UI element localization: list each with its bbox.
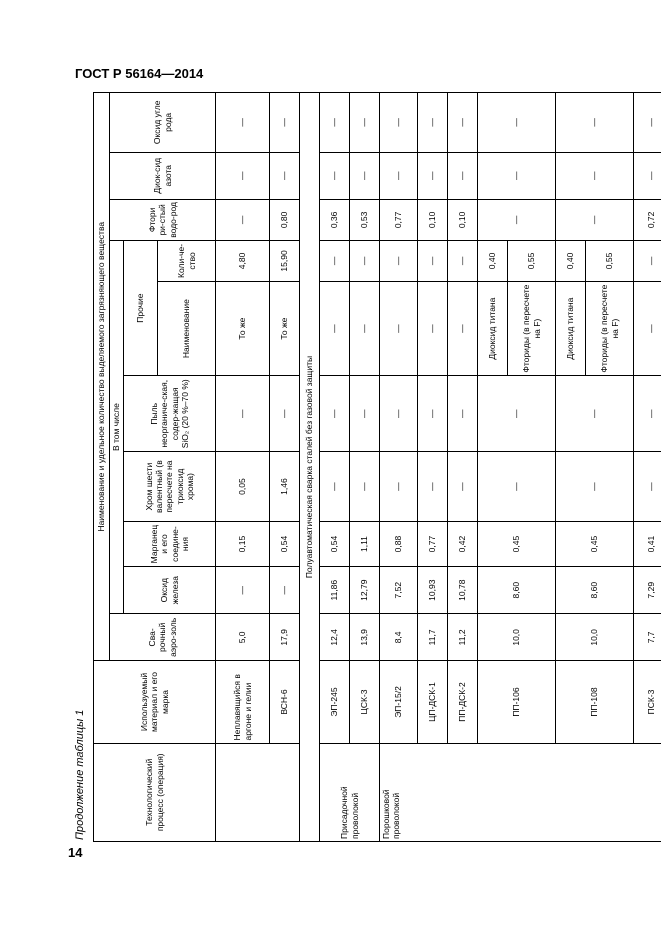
col-header-material: Используемый материал и его марка <box>94 661 216 743</box>
col-header-no2: Диок-сид азота <box>110 152 216 199</box>
col-header-aerosol: Сва-рочный аэро-золь <box>110 614 216 661</box>
dust-cell: — <box>350 376 380 452</box>
other-name-cell: Диоксид титана <box>478 281 508 375</box>
col-header-co: Оксид угле рода <box>110 93 216 153</box>
aerosol-cell: 5,0 <box>216 614 270 661</box>
col-header-chromium: Хром шести валентный (в пересчете на триоксид хрома) <box>124 452 216 522</box>
col-header-including: В том числе <box>110 240 124 613</box>
hf-cell: — <box>556 199 634 240</box>
co-cell: — <box>556 93 634 153</box>
aerosol-cell: 10,0 <box>556 614 634 661</box>
iron-cell: 12,79 <box>350 567 380 614</box>
co-cell: — <box>478 93 556 153</box>
aerosol-cell: 10,0 <box>478 614 556 661</box>
other-name-cell: — <box>418 281 448 375</box>
no2-cell: — <box>478 152 556 199</box>
mn-cell: 0,42 <box>448 521 478 566</box>
cr-cell: — <box>478 452 556 522</box>
other-name-cell: — <box>350 281 380 375</box>
other-name-cell: То же <box>216 281 270 375</box>
cr-cell: — <box>448 452 478 522</box>
hf-cell: 0,36 <box>320 199 350 240</box>
no2-cell: — <box>270 152 300 199</box>
process-cell <box>216 743 300 841</box>
other-qty-cell: 0,55 <box>508 240 556 281</box>
co-cell: — <box>270 93 300 153</box>
aerosol-cell: 7,7 <box>634 614 661 661</box>
iron-cell: 8,60 <box>556 567 634 614</box>
mn-cell: 1,11 <box>350 521 380 566</box>
co-cell: — <box>380 93 418 153</box>
dust-cell: — <box>556 376 634 452</box>
col-header-iron: Оксид железа <box>124 567 216 614</box>
col-header-dust: Пыль неорганиче-ская, содер-жащая SiO₂ (20 %–70 %) <box>124 376 216 452</box>
material-cell: ПСК-3 <box>634 661 661 743</box>
hf-cell: 0,10 <box>418 199 448 240</box>
hf-cell: 0,80 <box>270 199 300 240</box>
aerosol-cell: 17,9 <box>270 614 300 661</box>
col-header-group: Наименование и удельное количество выделяемого загрязняющего вещества <box>94 93 110 661</box>
mn-cell: 0,88 <box>380 521 418 566</box>
table-row <box>380 93 418 842</box>
dust-cell: — <box>418 376 448 452</box>
other-qty-cell: — <box>320 240 350 281</box>
no2-cell: — <box>380 152 418 199</box>
iron-cell: 10,78 <box>448 567 478 614</box>
cr-cell: — <box>380 452 418 522</box>
material-cell: ПП-106 <box>478 661 556 743</box>
iron-cell: 8,60 <box>478 567 556 614</box>
co-cell: — <box>320 93 350 153</box>
no2-cell: — <box>556 152 634 199</box>
dust-cell: — <box>478 376 556 452</box>
other-qty-cell: 15,90 <box>270 240 300 281</box>
material-cell: ПП-108 <box>556 661 634 743</box>
table-row <box>350 93 380 842</box>
page-number: 14 <box>68 845 83 860</box>
dust-cell: — <box>216 376 270 452</box>
aerosol-cell: 12,4 <box>320 614 350 661</box>
pollutant-table <box>93 92 661 842</box>
no2-cell: — <box>418 152 448 199</box>
table-row <box>418 93 448 842</box>
cr-cell: 0,05 <box>216 452 270 522</box>
iron-cell: 7,52 <box>380 567 418 614</box>
hf-cell: 0,10 <box>448 199 478 240</box>
dust-cell: — <box>270 376 300 452</box>
other-name-cell: — <box>380 281 418 375</box>
hf-cell: — <box>478 199 556 240</box>
no2-cell: — <box>634 152 661 199</box>
iron-cell: 7,29 <box>634 567 661 614</box>
iron-cell: 10,93 <box>418 567 448 614</box>
dust-cell: — <box>320 376 350 452</box>
other-name-cell: — <box>634 281 661 375</box>
mn-cell: 0,41 <box>634 521 661 566</box>
process-cell: Порошковой проволокой <box>380 743 661 841</box>
other-qty-cell: — <box>418 240 448 281</box>
other-qty-cell: 0,40 <box>478 240 508 281</box>
table-row <box>556 93 586 842</box>
aerosol-cell: 11,7 <box>418 614 448 661</box>
material-cell: ЭП-245 <box>320 661 350 743</box>
co-cell: — <box>216 93 270 153</box>
table-row <box>270 93 300 842</box>
other-name-cell: Фториды (в пересчете на F) <box>508 281 556 375</box>
aerosol-cell: 11,2 <box>448 614 478 661</box>
cr-cell: — <box>418 452 448 522</box>
rotated-table-container <box>93 92 657 842</box>
cr-cell: — <box>320 452 350 522</box>
no2-cell: — <box>350 152 380 199</box>
other-qty-cell: — <box>380 240 418 281</box>
table-row <box>448 93 478 842</box>
co-cell: — <box>634 93 661 153</box>
col-header-process: Технологический процесс (операция) <box>94 743 216 841</box>
section-row <box>300 93 320 842</box>
mn-cell: 0,54 <box>270 521 300 566</box>
dust-cell: — <box>448 376 478 452</box>
material-cell: ЦП-ДСК-1 <box>418 661 448 743</box>
other-name-cell: — <box>448 281 478 375</box>
cr-cell: — <box>350 452 380 522</box>
iron-cell: — <box>216 567 270 614</box>
other-qty-cell: 0,55 <box>586 240 634 281</box>
other-name-cell: — <box>320 281 350 375</box>
other-qty-cell: — <box>448 240 478 281</box>
co-cell: — <box>350 93 380 153</box>
mn-cell: 0,45 <box>556 521 634 566</box>
material-cell: ЭП-15/2 <box>380 661 418 743</box>
table-continuation-label: Продолжение таблицы 1 <box>74 709 86 840</box>
table-row <box>216 93 270 842</box>
material-cell: Неплавящийся в аргоне и гелии <box>216 661 270 743</box>
material-cell: ВСН-6 <box>270 661 300 743</box>
iron-cell: — <box>270 567 300 614</box>
other-qty-cell: 0,40 <box>556 240 586 281</box>
material-cell: ПП-ДСК-2 <box>448 661 478 743</box>
process-cell: Присадочной проволокой <box>320 743 380 841</box>
col-header-other: Прочие <box>124 240 158 375</box>
cr-cell: — <box>634 452 661 522</box>
mn-cell: 0,45 <box>478 521 556 566</box>
hf-cell: 0,53 <box>350 199 380 240</box>
no2-cell: — <box>216 152 270 199</box>
col-header-other-qty: Коли-че-ство <box>158 240 216 281</box>
table-row <box>320 93 350 842</box>
other-qty-cell: 4,80 <box>216 240 270 281</box>
material-cell: ЦСК-3 <box>350 661 380 743</box>
cr-cell: — <box>556 452 634 522</box>
mn-cell: 0,77 <box>418 521 448 566</box>
table-row <box>478 93 508 842</box>
dust-cell: — <box>634 376 661 452</box>
other-name-cell: Диоксид титана <box>556 281 586 375</box>
co-cell: — <box>418 93 448 153</box>
hf-cell: — <box>216 199 270 240</box>
mn-cell: 0,15 <box>216 521 270 566</box>
mn-cell: 0,54 <box>320 521 350 566</box>
co-cell: — <box>448 93 478 153</box>
col-header-other-name: Наименование <box>158 281 216 375</box>
other-name-cell: То же <box>270 281 300 375</box>
other-qty-cell: — <box>634 240 661 281</box>
no2-cell: — <box>448 152 478 199</box>
hf-cell: 0,72 <box>634 199 661 240</box>
hf-cell: 0,77 <box>380 199 418 240</box>
cr-cell: 1,46 <box>270 452 300 522</box>
table-row <box>634 93 661 842</box>
document-header: ГОСТ Р 56164—2014 <box>75 66 204 81</box>
iron-cell: 11,86 <box>320 567 350 614</box>
section-title: Полуавтоматическая сварка сталей без газовой защиты <box>300 93 320 842</box>
no2-cell: — <box>320 152 350 199</box>
col-header-hf: Фтори ри-стый водо-род <box>110 199 216 240</box>
aerosol-cell: 13,9 <box>350 614 380 661</box>
other-name-cell: Фториды (в пересчете на F) <box>586 281 634 375</box>
col-header-manganese: Марганец и его соедине-ния <box>124 521 216 566</box>
aerosol-cell: 8,4 <box>380 614 418 661</box>
dust-cell: — <box>380 376 418 452</box>
other-qty-cell: — <box>350 240 380 281</box>
